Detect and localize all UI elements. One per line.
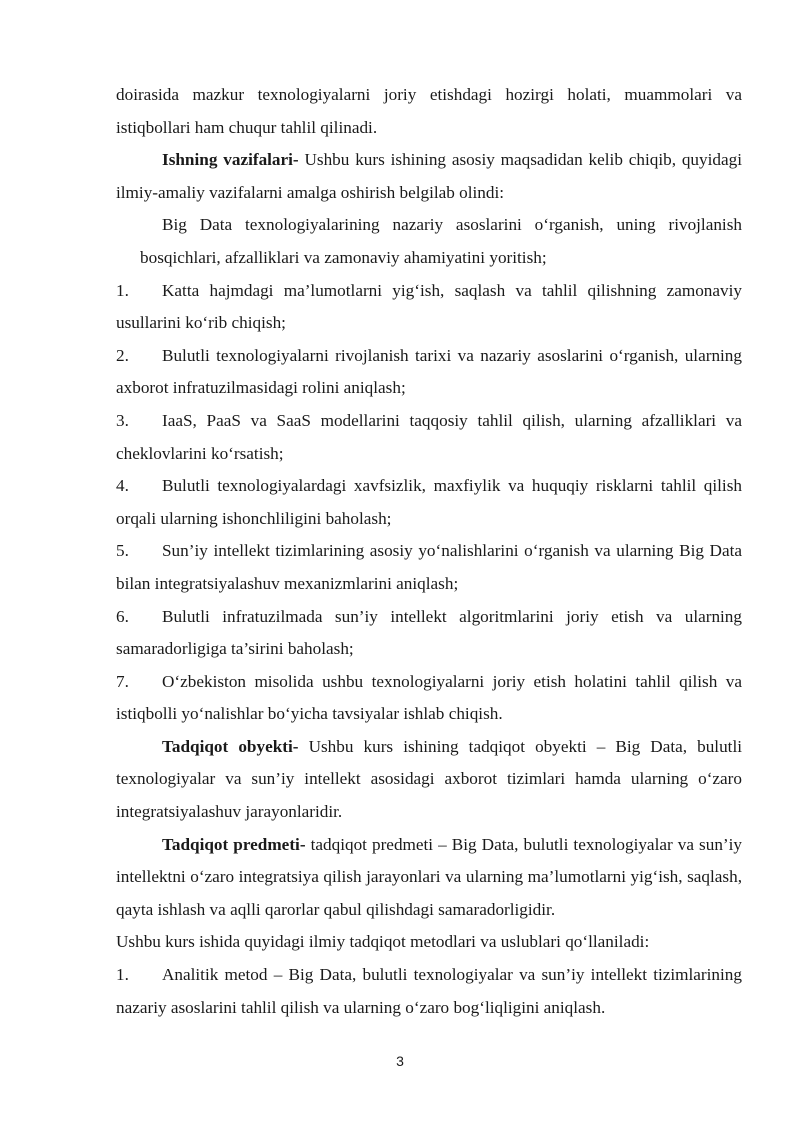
list-item (116, 959, 742, 1024)
list-item-text: Bulutli infratuzilmada sun’iy intellekt algoritmlarini joriy etish va ularning samaradorligiga ta’sirini baholash; (116, 606, 742, 659)
subject-paragraph (116, 829, 742, 927)
paragraph-continuation: doirasida mazkur texnologiyalarni joriy etishdagi hozirgi holati, muammolari va istiqbollari ham chuqur tahlil qilinadi. (116, 85, 742, 137)
list-item-number: 1. (116, 965, 129, 985)
unnumbered-task-item: Big Data texnologiyalarining nazariy asoslarini o‘rganish, uning rivojlanish bosqichlari, afzalliklari va zamonaviy ahamiyatini yoritish; (140, 215, 742, 267)
list-item (116, 601, 742, 666)
list-item-text: Sun’iy intellekt tizimlarining asosiy yo‘nalishlarini o‘rganish va ularning Big Data bilan integratsiyalashuv mexanizmlarini aniqlash; (116, 541, 742, 593)
list-item-number: 4. (116, 476, 129, 496)
tasks-text: Ushbu kurs ishining asosiy maqsadidan kelib chiqib, quyidagi ilmiy-amaliy vazifalarni amalga oshirish belgilab olindi: (116, 150, 742, 202)
list-item (116, 666, 742, 731)
list-item-text: O‘zbekiston misolida ushbu texnologiyalarni joriy etish holatini tahlil qilish va istiqbolli yo‘nalishlar bo‘yicha tavsiyalar ishlab chiqish. (116, 671, 742, 724)
tasks-heading: Ishning vazifalari- (162, 150, 299, 170)
object-paragraph (116, 731, 742, 829)
list-item-number: 2. (116, 345, 129, 365)
subject-text: tadqiqot predmeti – Big Data, bulutli texnologiyalar va sun’iy intellektni o‘zaro integratsiya qilish jarayonlari va ularning ma’lumotlarni yig‘ish, saqlash, qayta ishlash va aqlli qarorlar qabul qilishdagi samaradorligidir. (116, 834, 742, 919)
list-item (116, 535, 742, 600)
object-text: Ushbu kurs ishining tadqiqot obyekti – Big Data, bulutli texnologiyalar va sun’iy intellekt asosidagi axborot tizimlari hamda ularning o‘zaro integratsiyalashuv jarayonlaridir. (116, 736, 742, 822)
list-item (116, 470, 742, 535)
list-item (116, 275, 742, 340)
list-item (116, 340, 742, 405)
list-item-number: 1. (116, 280, 129, 300)
methods-list (116, 959, 742, 1024)
object-heading: Tadqiqot obyekti- (162, 736, 299, 756)
list-item-text: Bulutli texnologiyalardagi xavfsizlik, maxfiylik va huquqiy risklarni tahlil qilish orqali ularning ishonchliligini baholash; (116, 476, 742, 528)
list-item-text: Katta hajmdagi ma’lumotlarni yig‘ish, saqlash va tahlil qilishning zamonaviy usullarini ko‘rib chiqish; (116, 280, 742, 333)
page-number: 3 (396, 1053, 404, 1069)
list-item-number: 7. (116, 671, 129, 691)
tasks-list (116, 275, 742, 731)
subject-heading: Tadqiqot predmeti- (162, 834, 306, 854)
tasks-paragraph (116, 144, 742, 209)
page-body (116, 79, 742, 1024)
list-item-text: Bulutli texnologiyalarni rivojlanish tarixi va nazariy asoslarini o‘rganish, ularning axborot infratuzilmasidagi rolini aniqlash; (116, 345, 742, 398)
list-item (116, 405, 742, 470)
list-item-number: 5. (116, 541, 129, 561)
list-item-number: 3. (116, 410, 129, 430)
list-item-number: 6. (116, 606, 129, 626)
list-item-text: IaaS, PaaS va SaaS modellarini taqqosiy tahlil qilish, ularning afzalliklari va cheklovlarini ko‘rsatish; (116, 410, 742, 463)
list-item-text: Analitik metod – Big Data, bulutli texnologiyalar va sun’iy intellekt tizimlarining nazariy asoslarini tahlil qilish va ularning o‘zaro bog‘liqligini aniqlash. (116, 965, 742, 1017)
methods-intro: Ushbu kurs ishida quyidagi ilmiy tadqiqot metodlari va uslublari qo‘llaniladi: (116, 932, 650, 952)
